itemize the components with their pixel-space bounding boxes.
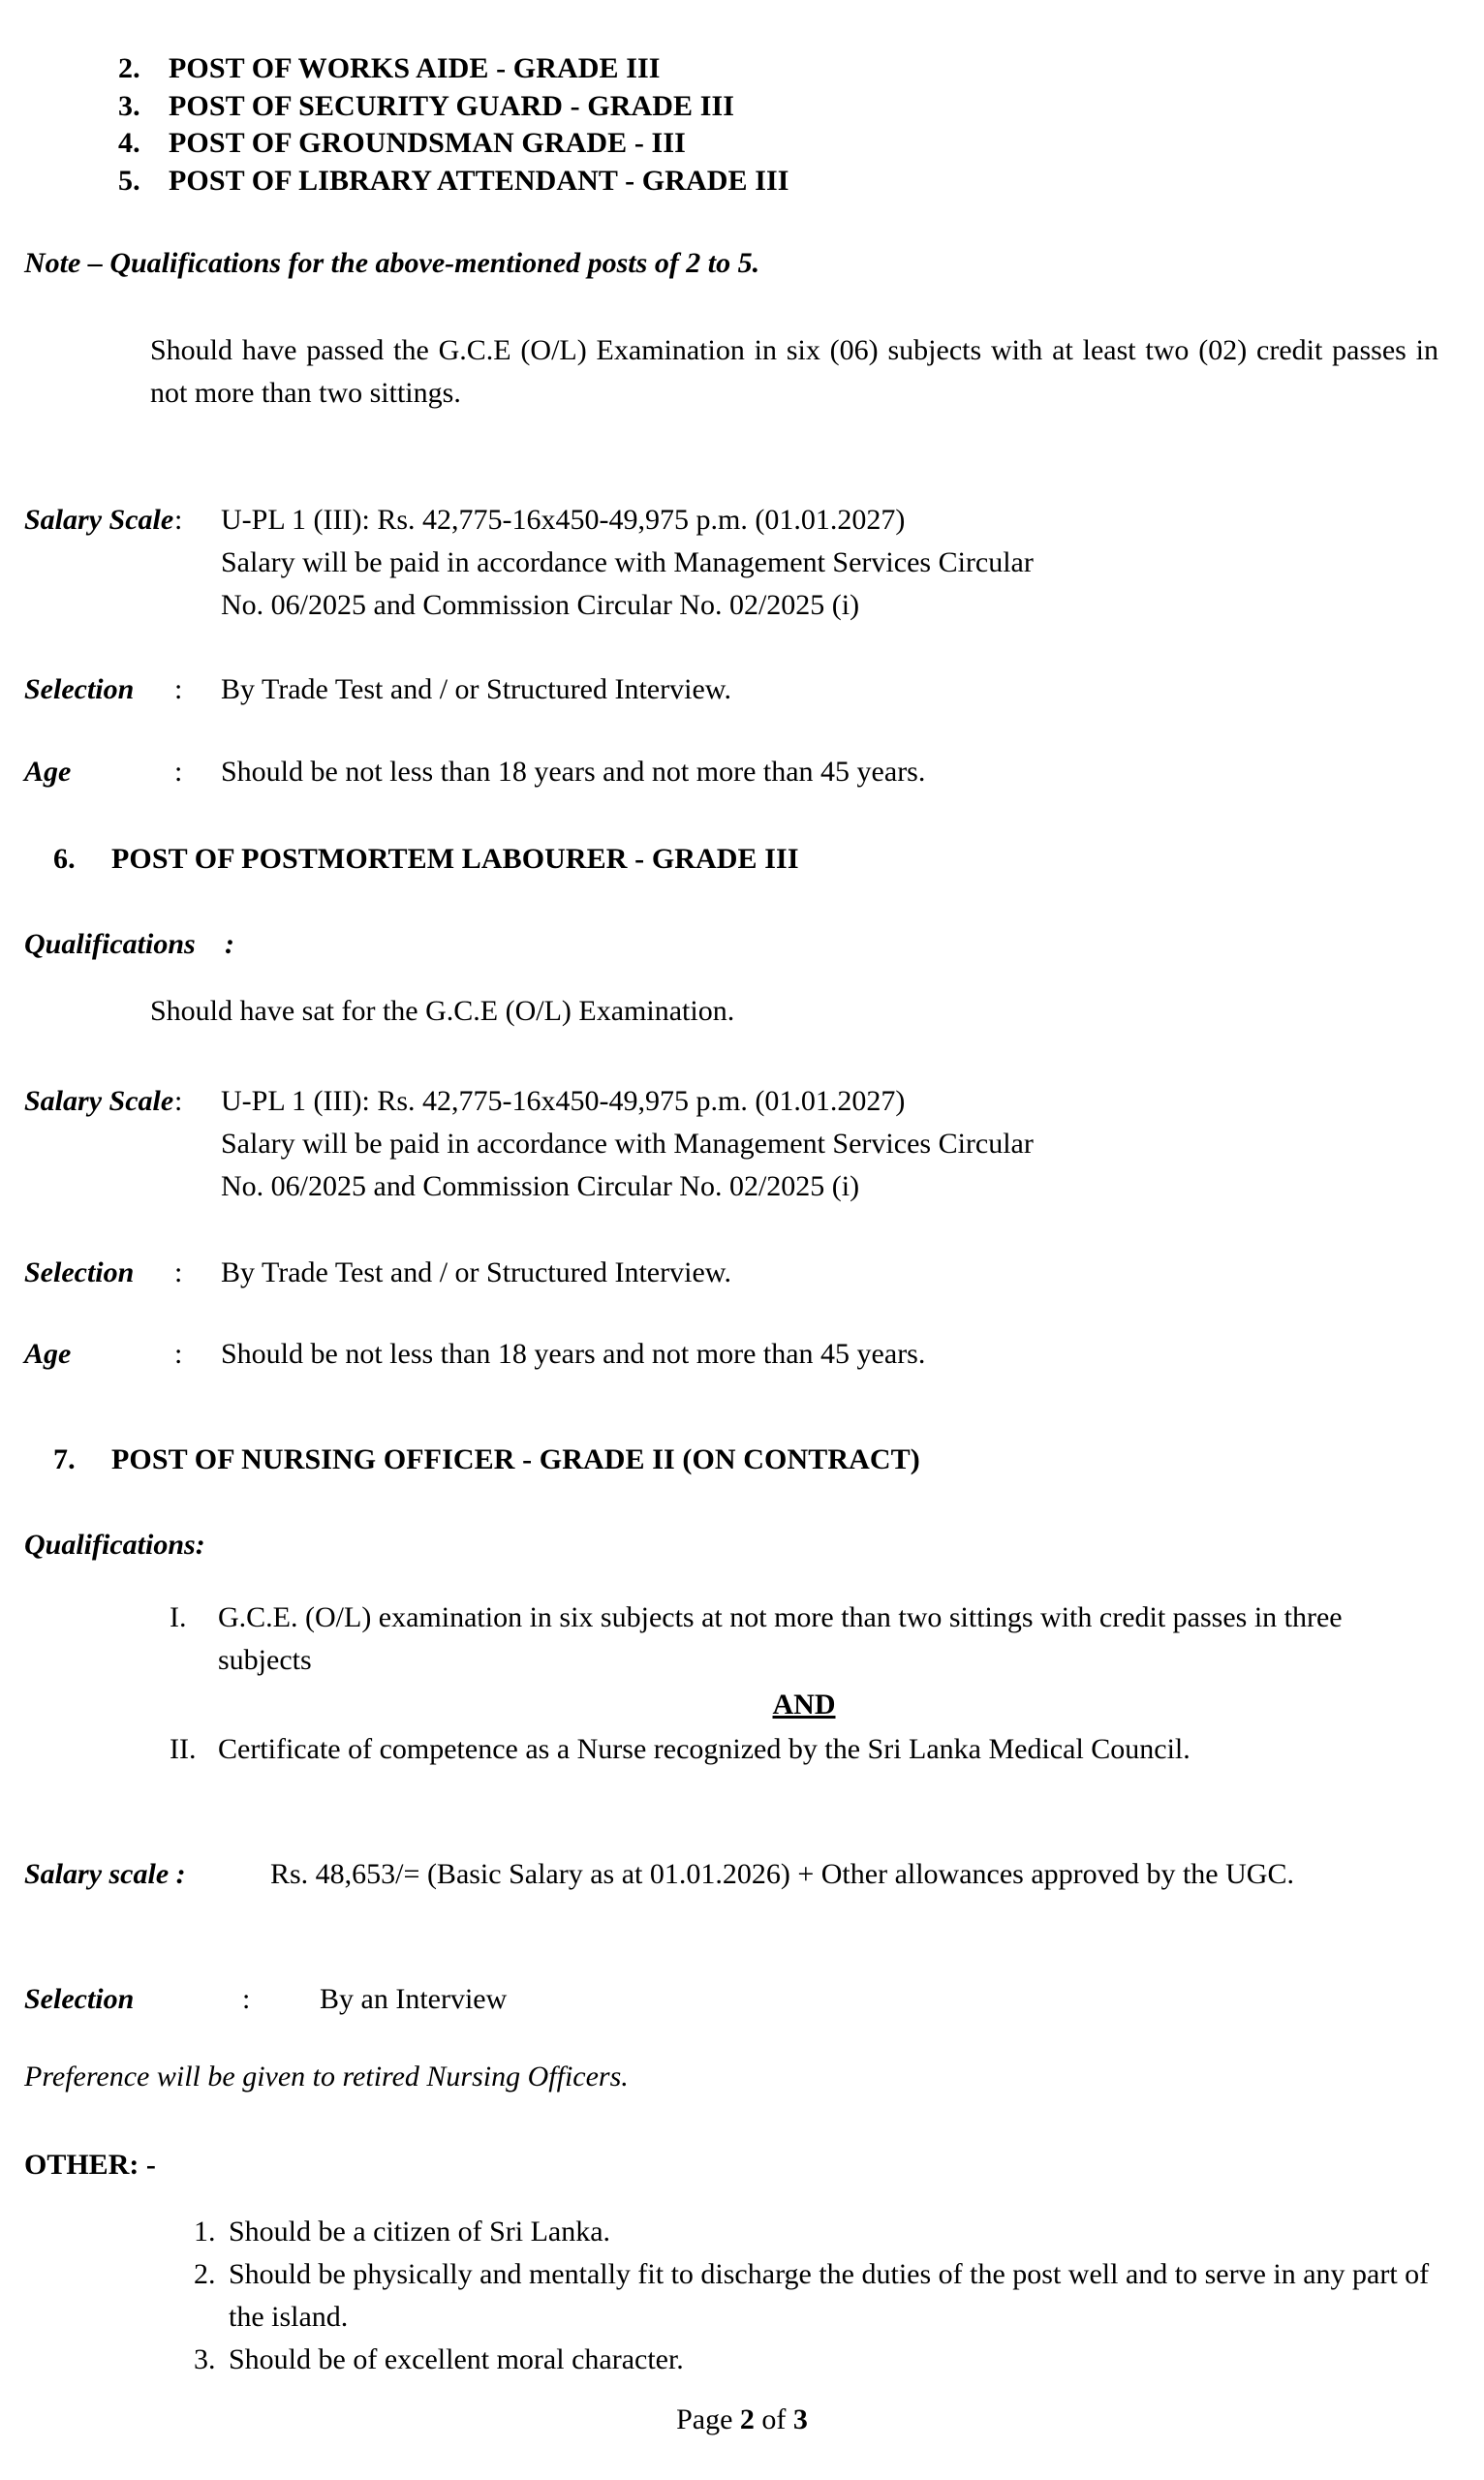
salary-scale-value — [221, 499, 1463, 627]
post-heading-item — [118, 125, 1416, 163]
selection-label: Selection — [24, 673, 135, 705]
age-value: Should be not less than 18 years and not more than 45 years. — [221, 756, 926, 788]
list-item — [194, 2211, 1443, 2253]
section-heading-6 — [53, 841, 799, 878]
footer-current-page: 2 — [739, 2403, 755, 2435]
post-heading-title: POST OF WORKS AIDE - GRADE III — [169, 52, 661, 84]
qualification-roman-list-item-2 — [170, 1728, 1438, 1771]
roman-text: Certificate of competence as a Nurse recognized by the Sri Lanka Medical Council. — [218, 1733, 1190, 1765]
selection-value: By Trade Test and / or Structured Interview. — [221, 673, 731, 705]
salary-scale-line1: U-PL 1 (III): Rs. 42,775-16x450-49,975 p.m. (01.01.2027) — [221, 1085, 906, 1117]
qualifications-label-6: Qualifications — [24, 928, 196, 960]
selection-label: Selection — [24, 1983, 135, 2015]
age-colon: : — [174, 1338, 183, 1370]
list-text: Should be of excellent moral character. — [229, 2343, 684, 2375]
salary-scale-value: Rs. 48,653/= (Basic Salary as at 01.01.2026) + Other allowances approved by the UGC. — [270, 1858, 1294, 1890]
age-value: Should be not less than 18 years and not more than 45 years. — [221, 1338, 926, 1370]
selection-colon: : — [174, 673, 183, 705]
post-heading-number: 2. — [118, 52, 140, 84]
post-heading-number: 3. — [118, 89, 140, 122]
section-heading-7 — [53, 1442, 920, 1478]
other-requirements-list — [194, 2211, 1443, 2381]
age-label: Age — [24, 756, 72, 788]
qualifications-label-7: Qualifications: — [24, 1529, 205, 1561]
post-heading-number: 4. — [118, 127, 140, 159]
salary-scale-colon: : — [174, 1085, 183, 1117]
salary-scale-line3: No. 06/2025 and Commission Circular No. 02/2025 (i) — [221, 1170, 860, 1202]
footer-prefix: Page — [676, 2403, 740, 2435]
post-heading-list — [118, 50, 1416, 200]
post-heading-title: POST OF GROUNDSMAN GRADE - III — [169, 127, 686, 159]
post-heading-item — [118, 50, 1416, 88]
salary-scale-value — [221, 1080, 1463, 1208]
roman-number: I. — [170, 1601, 187, 1633]
list-text: Should be a citizen of Sri Lanka. — [229, 2216, 611, 2248]
note-line: Note – Qualifications for the above-mentioned posts of 2 to 5. — [24, 247, 760, 279]
list-text: Should be physically and mentally fit to discharge the duties of the post well and to serve in any part of the island. — [229, 2258, 1430, 2333]
qualification-roman-list-item-1 — [170, 1596, 1438, 1682]
page-footer — [0, 2401, 1484, 2439]
list-item — [194, 2253, 1443, 2339]
post-heading-title: POST OF SECURITY GUARD - GRADE III — [169, 89, 735, 122]
list-number: 2. — [194, 2258, 216, 2290]
selection-value: By Trade Test and / or Structured Interview. — [221, 1256, 731, 1288]
note-paragraph: Should have passed the G.C.E (O/L) Examination in six (06) subjects with at least two (02) credit passes in not more than two sittings. — [150, 334, 1438, 409]
post-heading-item — [118, 88, 1416, 126]
post-heading-item — [118, 163, 1416, 201]
section-number: 7. — [53, 1443, 76, 1475]
salary-scale-colon: : — [174, 504, 183, 536]
selection-colon: : — [242, 1983, 251, 2015]
age-label: Age — [24, 1338, 72, 1370]
qualifications-colon-6: : — [225, 928, 234, 960]
preference-note: Preference will be given to retired Nursing Officers. — [24, 2061, 629, 2092]
post-heading-number: 5. — [118, 164, 140, 197]
footer-middle: of — [754, 2403, 793, 2435]
age-colon: : — [174, 756, 183, 788]
list-number: 1. — [194, 2216, 216, 2248]
roman-text: G.C.E. (O/L) examination in six subjects at not more than two sittings with credit passes in three subjects — [218, 1601, 1343, 1676]
salary-scale-line3: No. 06/2025 and Commission Circular No. 02/2025 (i) — [221, 589, 860, 621]
list-number: 3. — [194, 2343, 216, 2375]
list-item — [194, 2339, 1443, 2381]
conjunction-and: AND — [772, 1689, 836, 1720]
salary-scale-line1: U-PL 1 (III): Rs. 42,775-16x450-49,975 p.m. (01.01.2027) — [221, 504, 906, 536]
salary-scale-line2: Salary will be paid in accordance with Management Services Circular — [221, 1128, 1034, 1160]
list-item — [170, 1596, 1438, 1682]
selection-value: By an Interview — [320, 1983, 508, 2015]
salary-scale-label: Salary Scale — [24, 1085, 174, 1117]
qualifications-text-6: Should have sat for the G.C.E (O/L) Examination. — [150, 995, 735, 1027]
post-heading-title: POST OF LIBRARY ATTENDANT - GRADE III — [169, 164, 789, 197]
footer-total-pages: 3 — [792, 2403, 808, 2435]
salary-scale-label: Salary scale : — [24, 1858, 186, 1890]
section-number: 6. — [53, 843, 76, 875]
list-item — [170, 1728, 1438, 1771]
roman-number: II. — [170, 1733, 197, 1765]
salary-scale-label: Salary Scale — [24, 504, 174, 536]
other-heading: OTHER: - — [24, 2149, 156, 2181]
section-title: POST OF POSTMORTEM LABOURER - GRADE III — [111, 843, 799, 875]
salary-scale-line2: Salary will be paid in accordance with Management Services Circular — [221, 546, 1034, 578]
selection-label: Selection — [24, 1256, 135, 1288]
section-title: POST OF NURSING OFFICER - GRADE II (ON CONTRACT) — [111, 1443, 920, 1475]
selection-colon: : — [174, 1256, 183, 1288]
